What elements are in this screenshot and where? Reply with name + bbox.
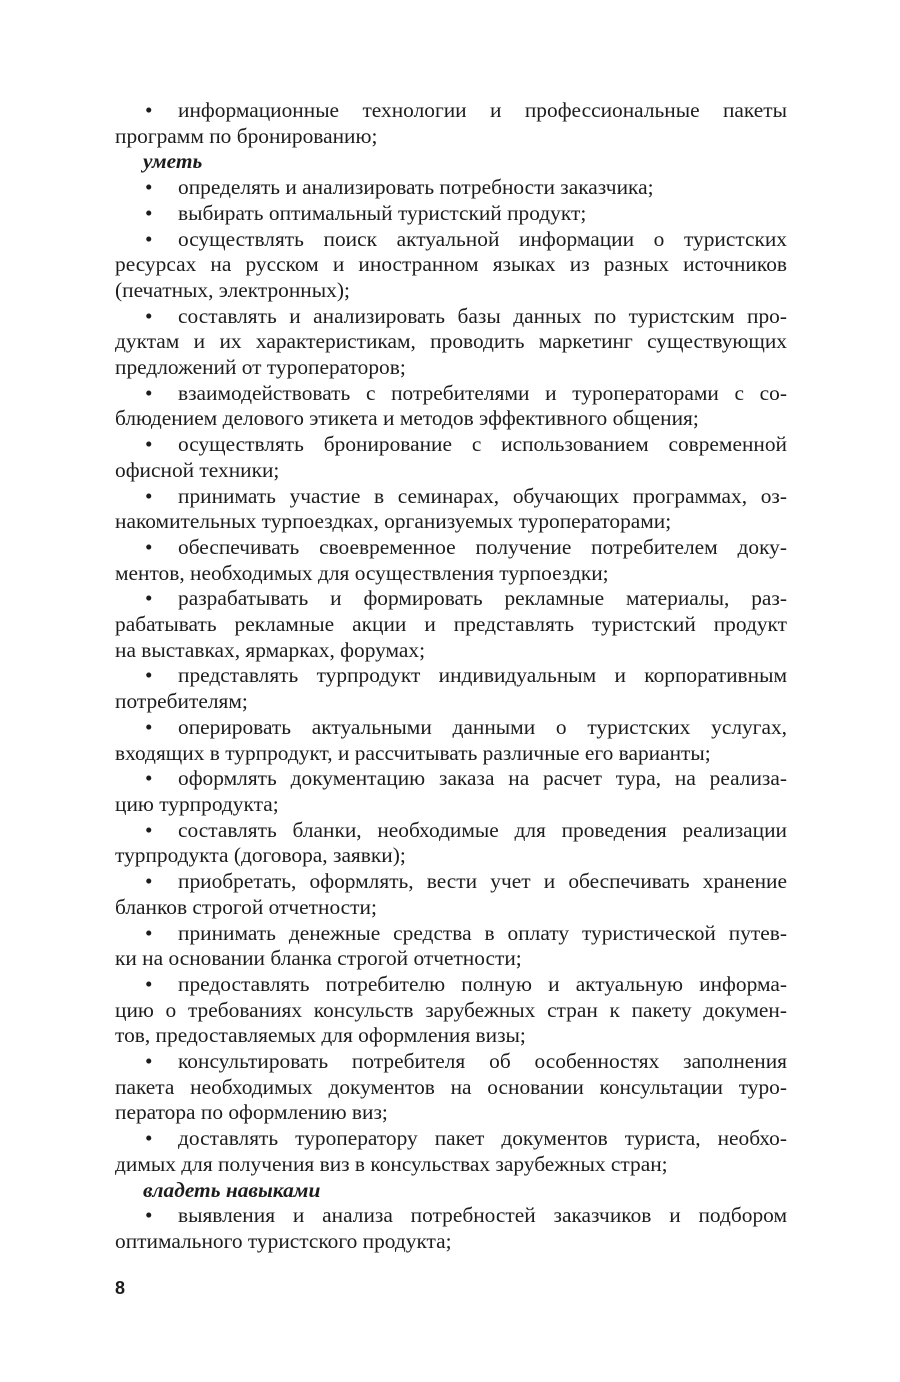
list-item-line: доставлять туроператору пакет документов туриста, необхо-: [178, 1126, 787, 1151]
list-item: [115, 766, 787, 817]
list-item-line: дуктам и их характеристикам, проводить маркетинг существующих: [115, 329, 787, 354]
bullet-icon: •: [145, 663, 153, 688]
list-item: [115, 381, 787, 432]
bullet-icon: •: [145, 869, 153, 894]
bullet-icon: •: [145, 175, 153, 200]
list-item: [115, 663, 787, 714]
page-number: 8: [115, 1278, 126, 1298]
list-item-line: бланков строгой отчетности;: [115, 894, 377, 919]
list-item: [115, 1126, 787, 1177]
list-item-line: оперировать актуальными данными о туристских услугах,: [178, 714, 787, 739]
bullet-icon: •: [145, 971, 153, 996]
list-item-line: выявления и анализа потребностей заказчиков и подбором: [178, 1203, 787, 1228]
list-item-line: осуществлять бронирование с использованием современной: [178, 432, 787, 457]
list-item-line: цию о требованиях консульств зарубежных стран к пакету докумен-: [115, 997, 787, 1022]
list-item-line: приобретать, оформлять, вести учет и обеспечивать хранение: [178, 869, 787, 894]
list-item-line: составлять и анализировать базы данных по туристским про-: [178, 303, 787, 328]
list-item-line: накомительных турпоездках, организуемых туроператорами;: [115, 509, 672, 534]
list-item: [115, 535, 787, 586]
list-item-line: ментов, необходимых для осуществления турпоездки;: [115, 560, 609, 585]
bullet-icon: •: [145, 380, 153, 405]
list-item-line: блюдением делового этикета и методов эффективного общения;: [115, 406, 699, 431]
list-item-line: димых для получения виз в консульствах зарубежных стран;: [115, 1151, 668, 1176]
bullet-icon: •: [145, 920, 153, 945]
bullet-icon: •: [145, 1203, 153, 1228]
list-item-line: ператора по оформлению виз;: [115, 1100, 388, 1125]
list-item-line: предложений от туроператоров;: [115, 355, 406, 380]
list-item-line: входящих в турпродукт, и рассчитывать различные его варианты;: [115, 740, 711, 765]
list-item-line: программ по бронированию;: [115, 123, 378, 148]
list-item: [115, 1049, 787, 1126]
list-item-line: принимать денежные средства в оплату туристической путев-: [178, 920, 787, 945]
bullet-icon: •: [145, 1126, 153, 1151]
bullet-icon: •: [145, 586, 153, 611]
list-item: [115, 201, 787, 227]
list-item-line: определять и анализировать потребности заказчика;: [178, 175, 654, 200]
list-item-line: потребителям;: [115, 689, 248, 714]
bullet-icon: •: [145, 226, 153, 251]
list-item-line: выбирать оптимальный туристский продукт;: [178, 200, 587, 225]
list-item-line: пакета необходимых документов на основании консультации туро-: [115, 1074, 787, 1099]
list-item: [115, 484, 787, 535]
bullet-icon: •: [145, 432, 153, 457]
list-item-line: представлять турпродукт индивидуальным и корпоративным: [178, 663, 787, 688]
bullet-icon: •: [145, 534, 153, 559]
page-body: [115, 98, 787, 1255]
list-item-line: обеспечивать своевременное получение потребителем доку-: [178, 534, 787, 559]
list-item-line: ки на основании бланка строгой отчетности;: [115, 946, 522, 971]
list-item-line: осуществлять поиск актуальной информации о туристских: [178, 226, 787, 251]
list-item: [115, 432, 787, 483]
list-item-line: оформлять документацию заказа на расчет тура, на реализа-: [178, 766, 787, 791]
list-item-line: цию турпродукта;: [115, 791, 279, 816]
list-item-line: тов, предоставляемых для оформления визы;: [115, 1023, 526, 1048]
list-item: [115, 98, 787, 149]
list-item-line: на выставках, ярмарках, форумах;: [115, 637, 426, 662]
list-item: [115, 304, 787, 381]
section-heading: уметь: [143, 149, 203, 174]
bullet-icon: •: [145, 483, 153, 508]
bullet-icon: •: [145, 98, 153, 122]
list-item-line: консультировать потребителя об особенностях заполнения: [178, 1049, 787, 1074]
list-item: [115, 175, 787, 201]
list-item: [115, 1203, 787, 1254]
bullet-icon: •: [145, 817, 153, 842]
bullet-icon: •: [145, 714, 153, 739]
list-item-line: оптимального туристского продукта;: [115, 1228, 452, 1253]
list-item-line: рабатывать рекламные акции и представлять туристский продукт: [115, 612, 787, 637]
list-item: [115, 227, 787, 304]
list-item: [115, 586, 787, 663]
list-item-line: информационные технологии и профессиональные пакеты: [178, 98, 787, 122]
list-item-line: (печатных, электронных);: [115, 277, 350, 302]
list-item-line: турпродукта (договора, заявки);: [115, 843, 406, 868]
list-item: [115, 818, 787, 869]
list-item-line: составлять бланки, необходимые для проведения реализации: [178, 817, 787, 842]
list-item: [115, 921, 787, 972]
list-item-line: взаимодействовать с потребителями и туроператорами с со-: [178, 380, 787, 405]
list-item-line: ресурсах на русском и иностранном языках из разных источников: [115, 252, 787, 277]
list-item-line: предоставлять потребителю полную и актуальную информа-: [178, 971, 787, 996]
list-item: [115, 869, 787, 920]
list-item-line: разрабатывать и формировать рекламные материалы, раз-: [178, 586, 787, 611]
section-heading: владеть навыками: [143, 1177, 321, 1202]
bullet-icon: •: [145, 303, 153, 328]
list-item-line: принимать участие в семинарах, обучающих программах, оз-: [178, 483, 787, 508]
bullet-icon: •: [145, 1049, 153, 1074]
list-item: [115, 715, 787, 766]
list-item: [115, 972, 787, 1049]
list-item-line: офисной техники;: [115, 457, 280, 482]
bullet-icon: •: [145, 766, 153, 791]
bullet-icon: •: [145, 200, 153, 225]
